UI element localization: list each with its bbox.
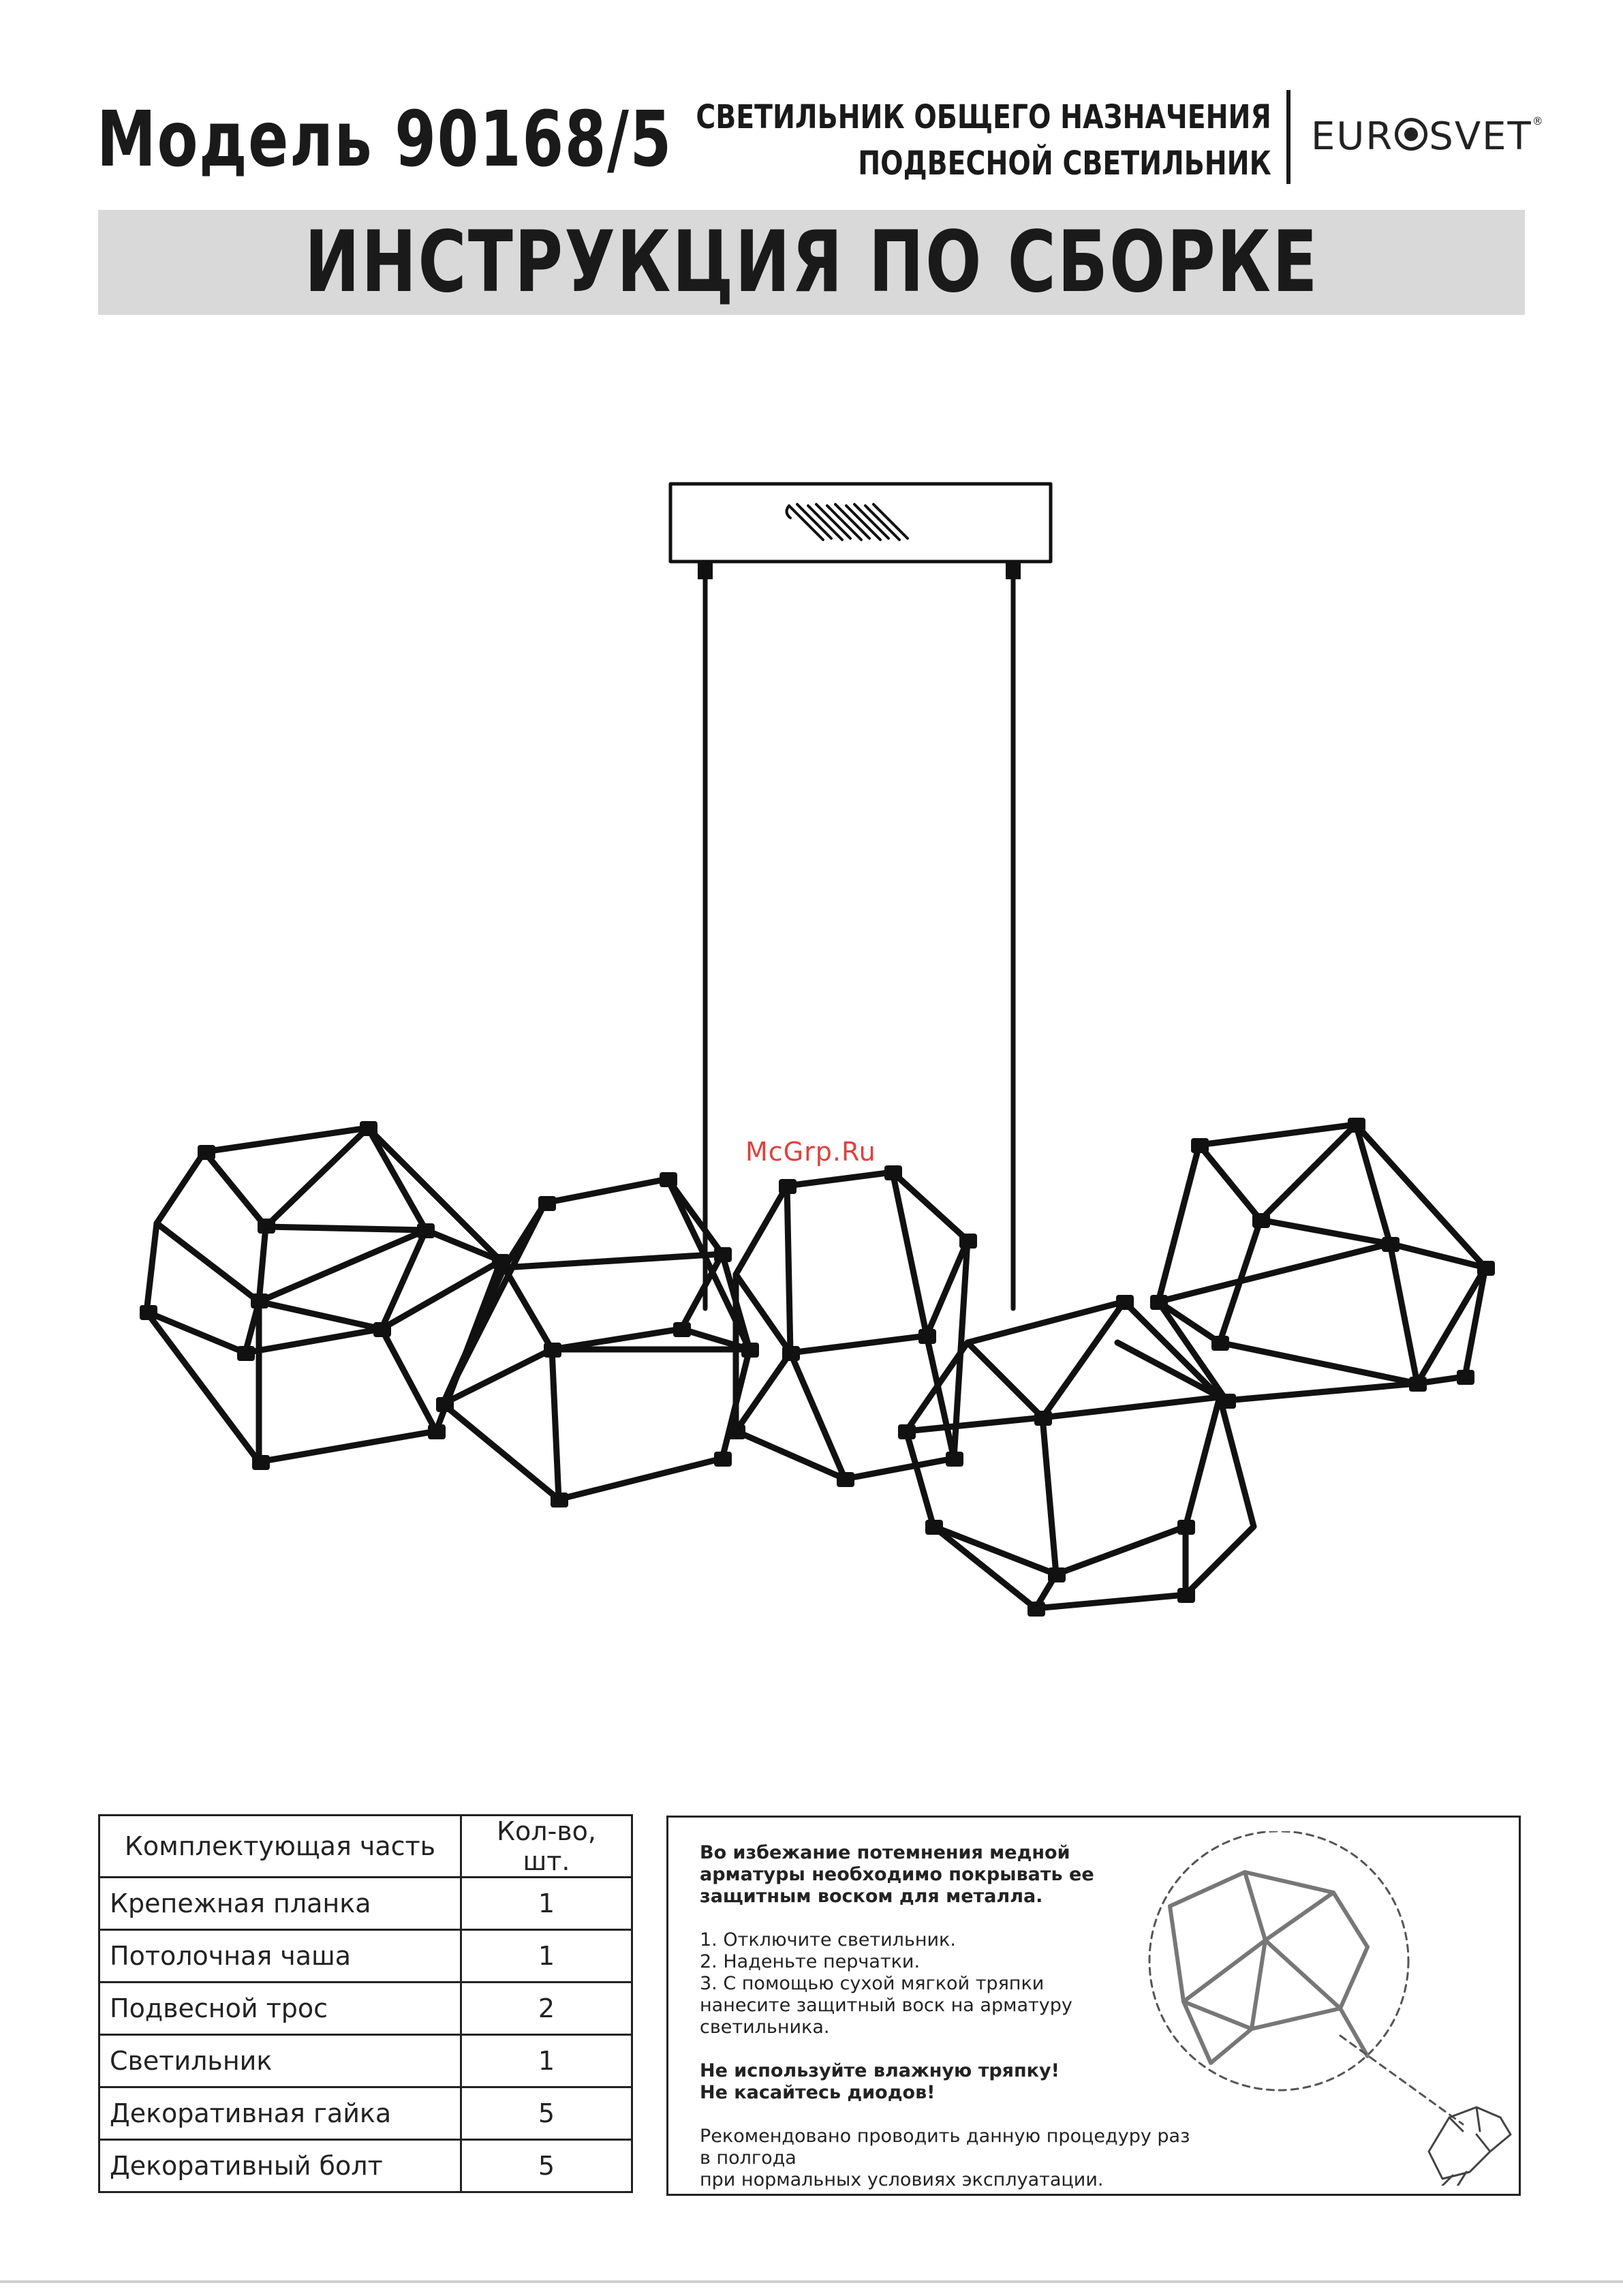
part-name: Потолочная чаша [99, 1930, 461, 1983]
table-row [99, 1930, 632, 1983]
brand-o-icon [1395, 118, 1427, 151]
care-step-3-cont: нанесите защитный воск на арматуру [700, 1995, 1072, 2016]
lamp-module-2 [443, 1179, 749, 1499]
part-name: Подвесной трос [99, 1983, 461, 2035]
gloved-hand-icon [1429, 2107, 1511, 2186]
model-title: Модель 90168/5 [97, 95, 673, 184]
part-qty: 1 [461, 1878, 632, 1930]
part-name: Крепежная планка [99, 1878, 461, 1930]
part-qty: 1 [461, 2035, 632, 2087]
care-intro-line: Во избежание потемнения медной [700, 1842, 1070, 1863]
part-name: Светильник [99, 2035, 461, 2087]
part-name: Декоративный болт [99, 2140, 461, 2192]
product-type [696, 94, 1271, 187]
care-note-line: Рекомендовано проводить данную процедуру раз в полгода [700, 2126, 1190, 2169]
brand-logo [1311, 114, 1545, 159]
care-step-3-cont: светильника. [700, 2017, 830, 2038]
product-type-line2: ПОДВЕСНОЙ СВЕТИЛЬНИК [858, 144, 1271, 183]
magnifier-circle [1149, 1831, 1408, 2090]
care-intro-line: арматуры необходимо покрывать ее [700, 1864, 1094, 1885]
part-qty: 2 [461, 1983, 632, 2035]
banner-title: ИНСТРУКЦИЯ ПО СБОРКЕ [304, 213, 1319, 311]
table-row [99, 1983, 632, 2035]
parts-table [98, 1814, 633, 2193]
brand-text-part2: SVET [1429, 114, 1532, 159]
lamp-module-3 [736, 1172, 968, 1479]
care-warning-line: Не используйте влажную тряпку! [700, 2060, 1060, 2081]
part-name: Декоративная гайка [99, 2087, 461, 2140]
brand-text-part1: EUR [1311, 114, 1394, 159]
table-row [99, 2087, 632, 2140]
part-qty: 5 [461, 2087, 632, 2140]
part-qty: 5 [461, 2140, 632, 2192]
watermark: McGrp.Ru [745, 1137, 876, 1167]
care-instructions-box [666, 1816, 1521, 2196]
care-warning-line: Не касайтесь диодов! [700, 2082, 936, 2103]
registered-mark: ® [1532, 114, 1545, 127]
instruction-banner [98, 210, 1525, 315]
part-qty: 1 [461, 1930, 632, 1983]
product-type-line1: СВЕТИЛЬНИК ОБЩЕГО НАЗНАЧЕНИЯ [696, 98, 1271, 136]
table-row [99, 1878, 632, 1930]
header-divider [1286, 90, 1290, 184]
suspension-cables [705, 579, 1013, 1308]
header-part-name: Комплектующая часть [99, 1816, 461, 1878]
care-note-line: при нормальных условиях эксплуатации. [700, 2169, 1104, 2190]
header-quantity: Кол-во, шт. [461, 1816, 632, 1878]
parts-table-header [99, 1816, 632, 1878]
care-step-3: 3. С помощью сухой мягкой тряпки [700, 1973, 1045, 1994]
care-intro-line: защитным воском для металла. [700, 1886, 1043, 1907]
footer-rule [0, 2280, 1623, 2283]
lamp-module-5 [1117, 1124, 1485, 1400]
waxing-illustration [1109, 1831, 1517, 2186]
chandelier-illustration [0, 463, 1623, 1649]
care-step-1: 1. Отключите светильник. [700, 1929, 956, 1950]
care-step-2: 2. Наденьте перчатки. [700, 1951, 921, 1972]
table-row [99, 2140, 632, 2192]
table-row [99, 2035, 632, 2087]
ceiling-plate [670, 484, 1051, 562]
